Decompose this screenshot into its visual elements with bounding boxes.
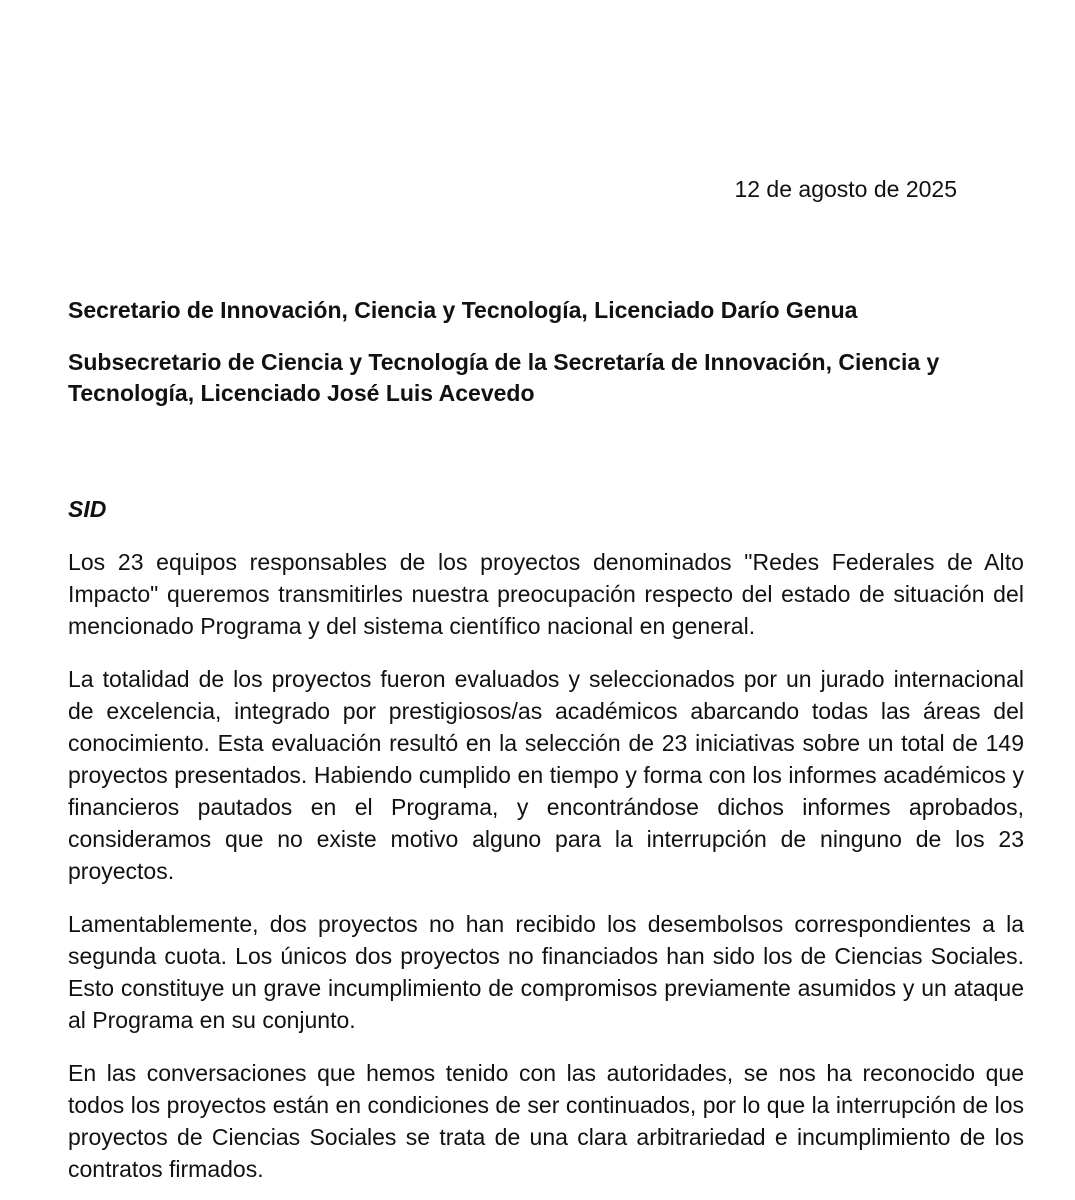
letter-date: 12 de agosto de 2025 xyxy=(734,176,957,202)
paragraph-authorities: En las conversaciones que hemos tenido con las autoridades, se nos ha reconocido que todos los proyectos están en condiciones de ser continuados, por lo que la interrupción de los proyectos de Ciencias Sociales se trata de una clara arbitrariedad e incumplimiento de los contratos firmados. xyxy=(68,1060,1024,1182)
paragraph-funding: Lamentablemente, dos proyectos no han recibido los desembolsos correspondientes a la segunda cuota. Los únicos dos proyectos no financiados han sido los de Ciencias Sociales. Esto constituye un grave incumplimiento de compromisos previamente asumidos y un ataque al Programa en su conjunto. xyxy=(68,911,1024,1033)
paragraph-evaluation: La totalidad de los proyectos fueron evaluados y seleccionados por un jurado internacional de excelencia, integrado por prestigiosos/as académicos abarcando todas las áreas del conocimiento. Esta evaluación resultó en la selección de 23 iniciativas sobre un total de 149 proyectos presentados. Habiendo cumplido en tiempo y forma con los informes académicos y financieros pautados en el Programa, y encontrándose dichos informes aprobados, consideramos que no existe motivo alguno para la interrupción de ninguno de los 23 proyectos. xyxy=(68,666,1024,884)
recipient-secretario: Secretario de Innovación, Ciencia y Tecnología, Licenciado Darío Genua xyxy=(68,297,858,323)
recipient-subsecretario: Subsecretario de Ciencia y Tecnología de la Secretaría de Innovación, Ciencia y Tecnología, Licenciado José Luis Acevedo xyxy=(68,349,940,406)
salutation: SID xyxy=(68,496,107,522)
paragraph-intro: Los 23 equipos responsables de los proyectos denominados "Redes Federales de Alto Impacto" queremos transmitirles nuestra preocupación respecto del estado de situación del mencionado Programa y del sistema científico nacional en general. xyxy=(68,549,1024,639)
